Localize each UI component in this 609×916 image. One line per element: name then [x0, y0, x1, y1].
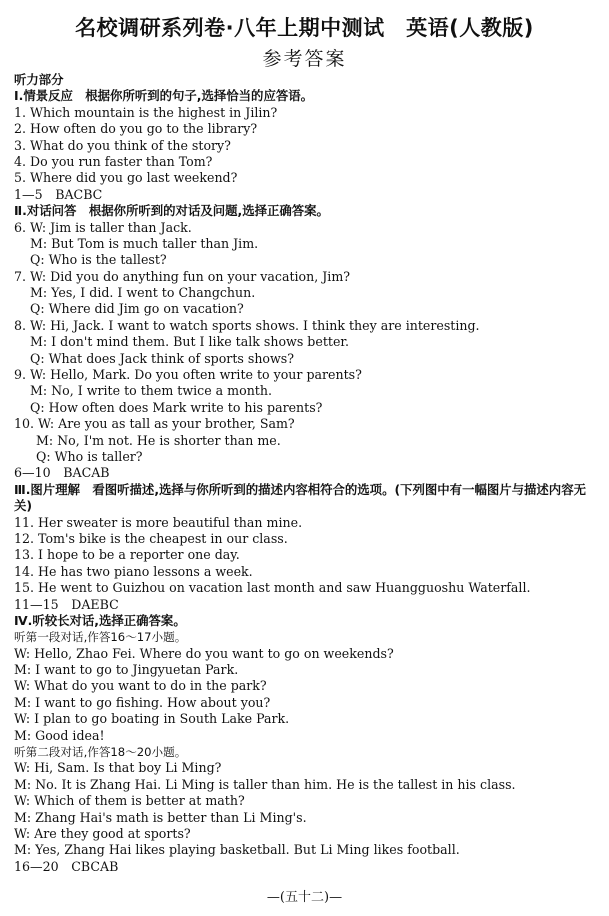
- text-line: 8. W: Hi, Jack. I want to watch sports shows. I think they are interesting.: [14, 317, 480, 333]
- text-line: 16—20 CBCAB: [14, 858, 119, 874]
- text-line: W: Are they good at sports?: [14, 826, 191, 841]
- text-line: 7. W: Did you do anything fun on your vacation, Jim?: [14, 268, 351, 284]
- text-line: 5. Where did you go last weekend?: [14, 170, 238, 186]
- text-line: W: I plan to go boating in South Lake Park.: [14, 711, 290, 727]
- text-line: 14. He has two piano lessons a week.: [14, 563, 253, 579]
- answer-key-body: [14, 72, 599, 875]
- text-line: M: No, I write to them twice a month.: [30, 383, 272, 399]
- text-line: M: No. It is Zhang Hai. Li Ming is taller than him. He is the tallest in his class.: [14, 776, 516, 792]
- text-line: M: Yes, I did. I went to Changchun.: [30, 285, 256, 301]
- section-heading: 听力部分: [14, 72, 64, 87]
- text-line: 15. He went to Guizhou on vacation last month and saw Huangguoshu Waterfall.: [14, 580, 531, 596]
- page-title: 名校调研系列卷·八年上期中测试 英语(人教版): [75, 16, 534, 40]
- section-heading: Ⅲ.图片理解 看图听描述,选择与你所听到的描述内容相符合的选项。(下列图中有一幅图片与描述内容无关): [14, 481, 586, 514]
- text-line: 11—15 DAEBC: [14, 596, 119, 612]
- page-subtitle: 参考答案: [262, 48, 347, 70]
- section-heading: Ⅰ.情景反应 根据你所听到的句子,选择恰当的应答语。: [14, 88, 314, 104]
- text-line: M: I don't mind them. But I like talk shows better.: [30, 334, 350, 350]
- text-line: M: But Tom is much taller than Jim.: [30, 235, 259, 251]
- text-line: 听第二段对话,作答18～20小题。: [14, 745, 187, 760]
- text-line: Q: Where did Jim go on vacation?: [30, 301, 244, 317]
- section-heading: Ⅱ.对话问答 根据你所听到的对话及问题,选择正确答案。: [14, 203, 329, 219]
- text-line: 11. Her sweater is more beautiful than mine.: [14, 514, 303, 530]
- text-line: M: Yes, Zhang Hai likes playing basketball. But Li Ming likes football.: [14, 842, 460, 858]
- text-line: M: Good idea!: [14, 727, 105, 743]
- text-line: W: Hello, Zhao Fei. Where do you want to go on weekends?: [14, 645, 394, 661]
- text-line: 12. Tom's bike is the cheapest in our class.: [14, 530, 288, 546]
- text-line: 1. Which mountain is the highest in Jilin?: [14, 104, 278, 120]
- text-line: Q: Who is the tallest?: [30, 252, 167, 268]
- text-line: 4. Do you run faster than Tom?: [14, 153, 213, 169]
- text-line: M: Zhang Hai's math is better than Li Ming's.: [14, 809, 307, 825]
- text-line: W: What do you want to do in the park?: [14, 678, 267, 694]
- text-line: 1—5 BACBC: [14, 186, 103, 202]
- text-line: 10. W: Are you as tall as your brother, Sam?: [14, 416, 295, 432]
- text-line: M: I want to go to Jingyuetan Park.: [14, 662, 239, 678]
- text-line: M: No, I'm not. He is shorter than me.: [36, 432, 281, 448]
- text-line: Q: Who is taller?: [36, 448, 143, 464]
- text-line: 3. What do you think of the story?: [14, 137, 231, 153]
- text-line: 9. W: Hello, Mark. Do you often write to your parents?: [14, 367, 362, 383]
- text-line: 6—10 BACAB: [14, 465, 110, 481]
- text-line: 13. I hope to be a reporter one day.: [14, 547, 240, 563]
- text-line: 2. How often do you go to the library?: [14, 121, 258, 137]
- text-line: 6. W: Jim is taller than Jack.: [14, 219, 192, 235]
- section-heading: Ⅳ.听较长对话,选择正确答案。: [14, 612, 186, 628]
- text-line: Q: How often does Mark write to his parents?: [30, 399, 323, 415]
- text-line: M: I want to go fishing. How about you?: [14, 694, 271, 710]
- text-line: W: Hi, Sam. Is that boy Li Ming?: [14, 760, 222, 776]
- page-number: —(五十二)—: [266, 890, 343, 905]
- text-line: Q: What does Jack think of sports shows?: [30, 350, 295, 366]
- text-line: 听第一段对话,作答16～17小题。: [14, 630, 187, 645]
- text-line: W: Which of them is better at math?: [14, 793, 245, 809]
